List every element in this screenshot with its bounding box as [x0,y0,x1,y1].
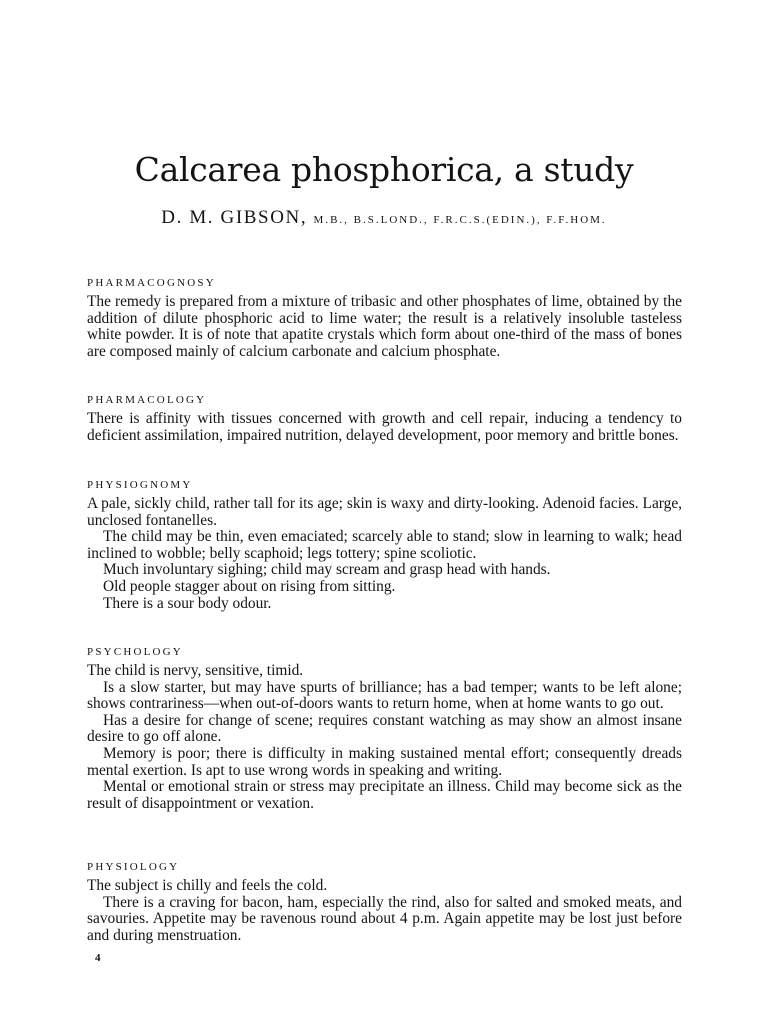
section-paragraph: There is a sour body odour. [103,594,272,612]
section-paragraph: The subject is chilly and feels the cold. [87,877,328,894]
section-paragraph: There is a craving for bacon, ham, especially the rind, also for salted and smoked meats, and savouries. Appetite may be ravenous round about 4 p.m. Again appetite may be lost just before and during menstruation. [87,893,682,944]
section-heading: PHARMACOGNOSY [87,277,216,289]
author-qualifications: M.B., B.S.LOND., F.R.C.S.(EDIN.), F.F.HOM. [313,214,607,226]
section-psychology [87,645,682,812]
section-paragraph: Old people stagger about on rising from sitting. [103,577,396,595]
author-line [0,207,768,229]
section-pharmacology [87,393,682,444]
section-paragraph: Memory is poor; there is difficulty in making sustained mental effort; consequently dreads mental exertion. Is apt to use wrong words in speaking and writing. [87,744,682,779]
section-physiognomy [87,478,682,612]
section-paragraph: There is affinity with tissues concerned with growth and cell repair, inducing a tendency to deficient assimilation, impaired nutrition, delayed development, poor memory and brittle bones. [87,410,682,444]
section-paragraph: Much involuntary sighing; child may scream and grasp head with hands. [103,561,551,579]
section-heading: PHYSIOLOGY [87,861,180,873]
section-heading: PSYCHOLOGY [87,646,183,658]
section-paragraph: Has a desire for change of scene; requires constant watching as may show an almost insane desire to go off alone. [87,711,682,746]
section-paragraph: Is a slow starter, but may have spurts of brilliance; has a bad temper; wants to be left alone; shows contrariness—when out-of-doors wants to return home, when at home wants to go out. [87,678,682,713]
section-pharmacognosy [87,276,682,360]
section-heading: PHYSIOGNOMY [87,479,193,491]
page-number: 4 [95,952,101,964]
section-paragraph: Mental or emotional strain or stress may precipitate an illness. Child may become sick as the result of disappointment or vexation. [87,778,682,812]
section-paragraph: A pale, sickly child, rather tall for its age; skin is waxy and dirty-looking. Adenoid facies. Large, unclosed fontanelles. [87,495,682,529]
section-paragraph: The child is nervy, sensitive, timid. [87,662,304,679]
section-paragraph: The remedy is prepared from a mixture of tribasic and other phosphates of lime, obtained by the addition of dilute phosphoric acid to lime water; the result is a relatively insoluble tasteless white powder. It is of note that apatite crystals which form about one-third of the mass of bones are composed mainly of calcium carbonate and calcium phosphate. [87,293,682,360]
section-paragraph: The child may be thin, even emaciated; scarcely able to stand; slow in learning to walk; head inclined to wobble; belly scaphoid; legs tottery; spine scoliotic. [87,528,682,562]
section-physiology [87,860,682,944]
author-name: D. M. GIBSON, [161,207,314,228]
article-title: Calcarea phosphorica, a study [134,150,634,189]
section-heading: PHARMACOLOGY [87,394,207,406]
